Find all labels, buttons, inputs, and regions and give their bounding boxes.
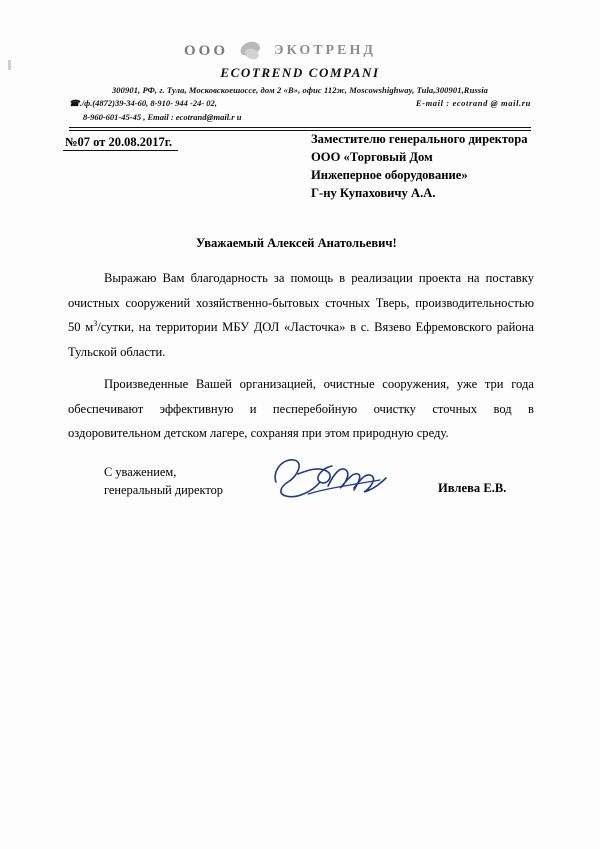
document-number: №07 от 20.08.2017г.	[65, 135, 173, 149]
addressee-line-1: Заместителю генерального директора	[311, 132, 528, 146]
leaf-icon	[238, 40, 264, 62]
addressee-line-4: Г-ну Купаховичу А.А.	[311, 185, 436, 200]
paragraph-1	[68, 266, 534, 364]
paragraph-1-part-2: /сутки, на территории МБУ ДОЛ «Ласточка» в с. Вязево Ефремовского района Тульской области.	[68, 320, 534, 359]
logo-company-name: ЭКОТРЕНД	[274, 43, 376, 58]
paragraph-1-superscript: 3	[93, 318, 98, 328]
logo-ooo-text: ООО	[184, 42, 229, 59]
paragraph-1-part-1: Выражаю Вам благодарность за помощь в реализации проекта на поставку очистных сооружений хозяйственно-бытовых сточных Тверь, производительностью 50 м	[68, 271, 534, 335]
handwritten-signature	[268, 452, 394, 504]
document-number-underline	[63, 150, 178, 151]
header-rule-thick	[69, 127, 531, 128]
signature-title: генеральный директор	[104, 482, 223, 497]
signature-closing: С уважением,	[104, 465, 177, 479]
phone-email-line-2: 8-960-601-45-45 , Email : ecotrand@mail.r u	[83, 111, 242, 122]
address-line: 300901, РФ, г. Тула, Московскоешоссе, дом 2 «В», офис 112ж, Moscowshighway, Tula,300901,Russia	[111, 85, 489, 95]
company-logo	[0, 38, 600, 64]
address-block	[69, 84, 531, 123]
signatory-name: Ивлева Е.В.	[438, 481, 507, 495]
salutation: Уважаемый Алексей Анатольевич!	[196, 236, 397, 250]
addressee-line-3: Инжеперное оборудование»	[311, 167, 468, 182]
letter-body	[68, 266, 534, 446]
letterhead	[0, 38, 600, 131]
addressee-block	[311, 131, 571, 203]
signature-block	[104, 464, 223, 500]
phone-line: ☎./ф.(4872)39-34-60, 8-910- 944 -24- 02,	[69, 98, 217, 109]
addressee-line-2: ООО «Торговый Дом	[311, 149, 433, 164]
paragraph-2: Произведенные Вашей организацией, очистные сооружения, уже три года обеспечивают эффективную и песперебойную очистку сточных вод в оздоровительном детском лагере, сохраняя при этом природную среду.	[68, 377, 534, 441]
company-latin-name: ECOTREND COMPANI	[220, 65, 380, 80]
email-line: E-mail : ecotrand @ mail.ru	[415, 98, 531, 109]
